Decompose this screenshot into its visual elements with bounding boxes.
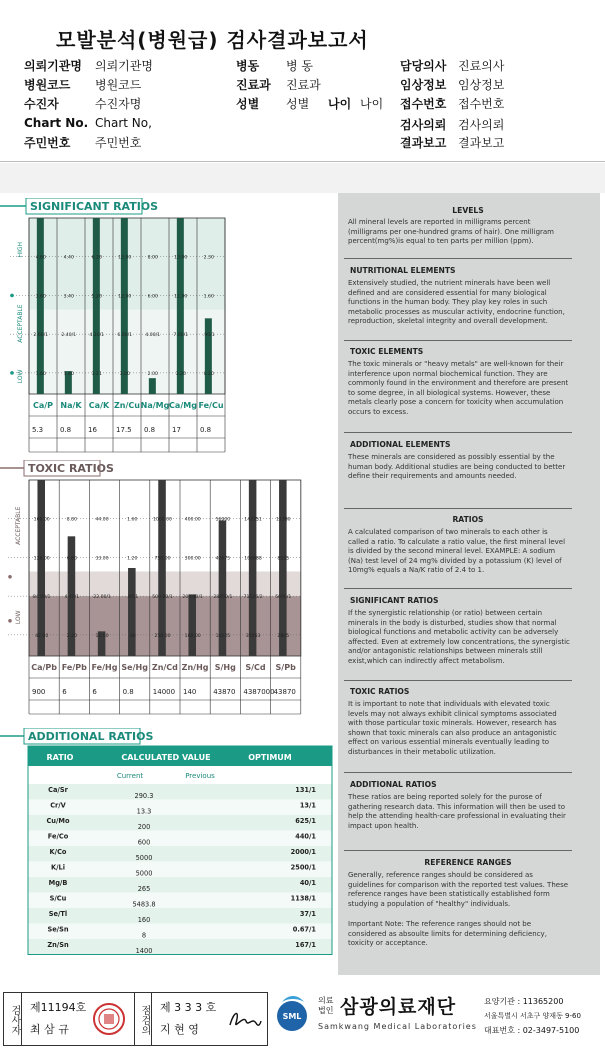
panel-rule xyxy=(344,850,572,851)
panel-paragraph: Important Note: The reference ranges should not be considered as absoulte limits for determining deficiency, toxicity or acceptance. xyxy=(348,920,547,948)
ratio-name: Zn/Cd xyxy=(151,663,178,672)
tick-label: .80/1 xyxy=(126,595,139,601)
row-current: 8 xyxy=(141,931,147,940)
marker-dot xyxy=(8,619,12,623)
row-ratio: Cu/Mo xyxy=(46,817,70,825)
row-optimum: 131/1 xyxy=(295,786,316,794)
row-optimum: 40/1 xyxy=(299,879,316,887)
tick-label: 15.00 xyxy=(118,255,132,261)
tick-label: 1000.00 xyxy=(152,517,172,523)
zone-label: ACCEPTABLE xyxy=(15,506,22,545)
field-value: 성별 xyxy=(286,97,310,111)
field-value: 결과보고 xyxy=(458,136,505,150)
ratio-name: Zn/Cu xyxy=(114,401,140,410)
table-row xyxy=(28,815,332,831)
chart-body xyxy=(0,198,225,452)
panel-paragraph: It is important to note that individuals with elevated toxic levels may not always exhibit clinical symptoms associated with those particular toxic minerals. However, research has shown that toxic minerals can also produce an antagonistic effect on various essential minerals eventually leading to disturbances in their metabolic utilization. xyxy=(348,700,557,756)
panel-rule xyxy=(344,588,572,589)
panel-heading: RATIOS xyxy=(452,515,484,524)
chart-body xyxy=(0,460,301,714)
tick-label: 28450/1 xyxy=(213,595,233,601)
tick-label: 2.60/1 xyxy=(33,333,49,339)
field-label: 병원코드 xyxy=(24,78,71,92)
zone-label: LOW xyxy=(15,610,22,625)
tick-label: 35563 xyxy=(245,633,261,639)
ratio-bar xyxy=(249,480,257,656)
field-label: 담당의사 xyxy=(400,59,447,73)
field-label: 검사의뢰 xyxy=(400,118,447,132)
table-row xyxy=(28,877,332,893)
current-header: Current xyxy=(116,772,144,780)
ratio-value: 17 xyxy=(172,426,181,434)
previous-header: Previous xyxy=(185,772,215,780)
ratio-name: Fe/Cu xyxy=(198,401,224,410)
ratio-name: Na/K xyxy=(60,401,82,410)
ratio-bar xyxy=(121,218,128,394)
ratio-bar xyxy=(93,218,100,394)
field-label: 수진자 xyxy=(24,97,59,111)
tick-label: 3.20 xyxy=(175,371,186,377)
row-optimum: 1138/1 xyxy=(290,894,316,903)
row-current: 600 xyxy=(137,838,151,847)
tick-label: 13.00 xyxy=(174,255,188,261)
panel-heading: LEVELS xyxy=(452,206,484,215)
tick-label: 11380 xyxy=(275,517,291,523)
marker-dot xyxy=(8,575,12,579)
org-english: Samkwang Medical Laboratories xyxy=(318,1022,477,1031)
table-header: OPTIMUM xyxy=(248,753,292,762)
row-current: 200 xyxy=(137,823,151,831)
org-name: 삼광의료재단 xyxy=(340,996,457,1018)
row-optimum: 0.67/1 xyxy=(292,925,316,934)
ratio-bar xyxy=(37,218,44,394)
zone-label: LOW xyxy=(17,369,24,384)
ratio-value: 4387000 xyxy=(243,688,275,696)
tick-label: 100.00 xyxy=(184,633,201,639)
zone-label: HIGH xyxy=(17,241,24,258)
tick-label: 1.60 xyxy=(35,371,46,377)
tick-label: 6.20 xyxy=(91,255,102,261)
ratio-value: 0.8 xyxy=(122,688,134,696)
ratio-bar xyxy=(158,480,166,656)
row-optimum: 13/1 xyxy=(299,801,316,810)
logo-text: SML xyxy=(282,1012,302,1021)
tick-label: 300.00 xyxy=(184,556,201,562)
tick-label: 1.40 xyxy=(63,371,74,377)
additional-ratios-table xyxy=(0,728,335,960)
tick-label: 4.60 xyxy=(35,255,46,261)
tick-label: 400.00 xyxy=(184,517,201,523)
ratio-bar xyxy=(188,594,196,656)
table-row xyxy=(28,800,332,816)
table-title: ADDITIONAL RATIOS xyxy=(28,730,154,743)
tick-label: 42675 xyxy=(215,556,231,562)
ratio-name: Ca/Pb xyxy=(31,663,57,672)
ratio-value: 6 xyxy=(62,688,67,696)
marker-dot xyxy=(10,294,14,298)
row-current: 5000 xyxy=(135,869,153,878)
ratio-name: Zn/Hg xyxy=(181,663,209,672)
field-value: 진료과 xyxy=(286,78,321,92)
ratio-name: S/Hg xyxy=(214,663,236,672)
tick-label: 2.20 xyxy=(66,633,78,639)
row-ratio: Ca/Sr xyxy=(48,786,68,794)
doctor-signature xyxy=(226,1007,262,1033)
tick-label: 14225 xyxy=(215,633,231,639)
ratio-name: Na/Mg xyxy=(140,401,170,410)
table-header: RATIO xyxy=(46,753,74,762)
tick-label: 44.00 xyxy=(95,517,109,523)
table-row xyxy=(28,862,332,878)
row-optimum: 167/1 xyxy=(295,941,316,949)
field-value: 의뢰기관명 xyxy=(95,59,153,73)
tick-label: 3.00 xyxy=(119,371,130,377)
row-ratio: Zn/Sn xyxy=(47,941,69,949)
field-value: Chart No, xyxy=(95,116,152,130)
tester-name: 최 삼 규 xyxy=(30,1023,69,1036)
ratio-name: Ca/P xyxy=(32,401,54,410)
contact-phone: 대표번호 : 02-3497-5100 xyxy=(484,1026,580,1035)
field-value: 병 동 xyxy=(286,59,313,73)
panel-rule xyxy=(344,772,572,773)
seal-stamp xyxy=(92,999,126,1039)
field-value: 병원코드 xyxy=(95,78,142,92)
row-current: 290.3 xyxy=(134,792,154,800)
tick-label: 11.00 xyxy=(95,633,109,639)
ratio-bar xyxy=(37,480,45,656)
panel-paragraph: Extensively studied, the nutrient minerals have been well defined and are considered essential for many biological functions in the human body. They play key roles in such metabolic processes as muscular activity, endocrine function, reproduction, skeletal integrity and overall development. xyxy=(348,279,565,326)
field-value: 진료의사 xyxy=(458,59,505,73)
tick-label: 33.00 xyxy=(95,556,109,562)
panel-paragraph: If the synergistic relationship (or ratio) between certain minerals in the body is disturbed, studies show that normal biological functions and metabolic activity can be adversely affected. Even at extremely low concentrations, the synergistic and/or antagonistic relationships between minerals still exist,which can indirectly affect metabolism. xyxy=(348,609,570,665)
field-value: 수진자명 xyxy=(95,97,142,111)
ratio-value: 0.8 xyxy=(60,426,72,434)
doctor-name: 지 현 영 xyxy=(160,1023,199,1036)
tick-label: 750.00 xyxy=(154,556,171,562)
sml-logo xyxy=(272,992,312,1032)
tick-label: 1.60 xyxy=(203,294,214,300)
toxic-ratios-chart xyxy=(0,460,335,722)
tick-label: 8.00 xyxy=(147,255,158,261)
ratio-name: Fe/Hg xyxy=(91,663,118,672)
ratio-value: 16 xyxy=(88,426,97,434)
tick-label: 1.60 xyxy=(127,517,138,523)
field-label: 성별 xyxy=(236,97,260,111)
panel-paragraph: The toxic minerals or "heavy metals" are well-known for their interference upon normal biochemical function. They are commonly found in the environment and therefore are present to some degree, in all biological systems. However, these metals clearly pose a concern for toxicity when accumulation occurs to excess. xyxy=(348,360,569,416)
tick-label: 84.00/1 xyxy=(32,595,51,601)
panel-heading: ADDITIONAL RATIOS xyxy=(350,780,437,789)
ratio-value: 0.8 xyxy=(144,426,156,434)
row-optimum: 2500/1 xyxy=(290,863,316,872)
row-current: 5483.8 xyxy=(132,900,156,909)
panel-rule xyxy=(344,508,572,509)
ratio-value: 43870 xyxy=(213,688,236,696)
row-current: 5000 xyxy=(135,854,153,862)
chart-title: TOXIC RATIOS xyxy=(28,462,114,475)
table-row xyxy=(28,924,332,940)
contact-address: 서울특별시 서초구 양재동 9-60 xyxy=(484,1012,581,1020)
field-value: 주민번호 xyxy=(95,136,142,150)
ratio-name: S/Cd xyxy=(245,663,266,672)
additional-table-body xyxy=(0,728,332,955)
ratio-bar xyxy=(149,378,156,394)
row-current: 160 xyxy=(137,916,151,924)
report-title: 모발분석(병원급) 검사결과보고서 xyxy=(56,28,369,52)
signature-box xyxy=(3,992,268,1046)
field-value: 임상정보 xyxy=(458,78,505,92)
field-value: 나이 xyxy=(360,97,384,111)
tick-label: 22.00/1 xyxy=(93,595,111,601)
row-optimum: 37/1 xyxy=(299,910,316,918)
ratio-value: 14000 xyxy=(152,688,176,696)
table-row xyxy=(28,831,332,847)
panel-heading: REFERENCE RANGES xyxy=(424,858,512,867)
field-label: 나이 xyxy=(328,97,352,111)
field-label: 의뢰기관명 xyxy=(24,59,82,73)
row-ratio: Cr/V xyxy=(50,801,66,810)
field-label: 주민번호 xyxy=(24,136,71,150)
row-ratio: K/Co xyxy=(49,848,67,856)
field-label: 병동 xyxy=(236,59,260,73)
tick-label: 0.20 xyxy=(203,371,214,377)
tick-label: 200.00/1 xyxy=(182,595,203,601)
tick-label: 4.40/1 xyxy=(64,595,80,601)
tick-label: 2.00 xyxy=(147,371,158,377)
tick-label: 126.00 xyxy=(33,556,50,562)
panel-paragraph: These minerals are considered as possibly essential by the human body. Additional studies are being conducted to better define their requirements and amounts needed. xyxy=(348,453,566,481)
contact-code: 요양기관 : 11365200 xyxy=(484,997,564,1006)
ratio-value: 140 xyxy=(183,688,197,696)
panel-heading: SIGNIFICANT RATIOS xyxy=(350,596,439,605)
tick-label: 3.40 xyxy=(63,294,74,300)
field-value: 검사의뢰 xyxy=(458,118,505,132)
header-band xyxy=(0,163,605,193)
field-label: 결과보고 xyxy=(400,136,447,150)
tick-label: 142251 xyxy=(244,517,262,523)
row-ratio: Se/Tl xyxy=(48,910,68,918)
tick-label: 8.80 xyxy=(66,517,78,523)
doctor-number: 제 3 3 3 호 xyxy=(160,1001,217,1014)
table-row xyxy=(28,908,332,924)
row-ratio: S/Cu xyxy=(49,894,67,903)
panel-paragraph: All mineral levels are reported in milligrams percent (milligrams per one-hundred grams of hair). One milligram percent(mg%)is equal to ten parts per million (ppm). xyxy=(348,218,554,246)
panel-heading: TOXIC ELEMENTS xyxy=(350,347,424,356)
tick-label: 5.20 xyxy=(91,294,102,300)
panel-rule xyxy=(344,432,572,433)
table-row xyxy=(28,846,332,862)
row-optimum: 440/1 xyxy=(295,832,316,841)
ratio-value: 5.3 xyxy=(32,426,44,434)
ratio-value: 6 xyxy=(92,688,97,696)
ratio-name: Se/Hg xyxy=(121,663,148,672)
tick-label: 6.60 xyxy=(66,556,78,562)
tick-label: 1.20 xyxy=(127,556,138,562)
ratio-bar xyxy=(205,318,212,394)
tick-label: 7.00/1 xyxy=(173,333,189,339)
panel-heading: TOXIC RATIOS xyxy=(350,687,410,696)
ratio-bar xyxy=(126,568,139,656)
tick-label: 5690/1 xyxy=(275,595,292,601)
tick-label: 4.20/1 xyxy=(89,333,105,339)
row-ratio: Fe/Co xyxy=(47,832,69,841)
tick-label: 106688 xyxy=(244,556,262,562)
field-label: 진료과 xyxy=(236,78,271,92)
tick-label: 3.21 xyxy=(91,371,102,377)
ratio-bar xyxy=(177,218,184,394)
panel-rule xyxy=(344,680,572,681)
tick-label: 2845 xyxy=(277,633,290,639)
table-row xyxy=(28,893,332,909)
tick-label: 56900 xyxy=(215,517,231,523)
tick-label: 168.00 xyxy=(33,517,50,523)
marker-dot xyxy=(10,371,14,375)
tick-label: 4.40 xyxy=(63,255,74,261)
panel-rule xyxy=(344,340,572,341)
report-header xyxy=(0,0,605,162)
tick-label: 4.00/1 xyxy=(145,333,161,339)
row-current: 265 xyxy=(137,885,151,893)
ratio-name: Ca/Mg xyxy=(169,401,197,410)
panel-heading: ADDITIONAL ELEMENTS xyxy=(350,440,451,449)
tick-label: 3.60 xyxy=(35,294,46,300)
tick-label: 42.00 xyxy=(35,633,49,639)
row-optimum: 2000/1 xyxy=(290,848,316,856)
panel-heading: NUTRITIONAL ELEMENTS xyxy=(350,266,456,275)
row-current: 1400 xyxy=(135,947,153,955)
ratio-value: 900 xyxy=(32,688,46,696)
row-ratio: Se/Sn xyxy=(47,925,69,934)
tick-label: 8535 xyxy=(277,556,290,562)
table-header: CALCULATED VALUE xyxy=(121,753,211,762)
tick-label: 500.00/1 xyxy=(152,595,173,601)
tick-label: 6.00/1 xyxy=(117,333,133,339)
row-ratio: Mg/B xyxy=(48,879,68,887)
ratio-value: 0.8 xyxy=(200,426,212,434)
ratio-name: S/Pb xyxy=(275,663,296,672)
tick-label: 11.00 xyxy=(174,294,188,300)
table-row xyxy=(28,784,332,800)
tick-label: 6.00 xyxy=(147,294,158,300)
chart-title: SIGNIFICANT RATIOS xyxy=(30,200,159,213)
ratio-value: 43870 xyxy=(273,688,296,696)
field-label: 임상정보 xyxy=(400,78,447,92)
panel-paragraph: Generally, reference ranges should be considered as guidelines for comparison with the reported test values. These reference ranges have been statistically established form studying a population of "healthy" individuals. xyxy=(348,871,569,908)
row-optimum: 625/1 xyxy=(295,817,316,825)
field-label: Chart No. xyxy=(24,116,89,130)
tick-label: .40 xyxy=(128,633,136,639)
ratio-value: 17.5 xyxy=(116,426,132,434)
zone-label: ACCEPTABLE xyxy=(17,304,24,343)
tick-label: .90/1 xyxy=(202,333,215,339)
tick-label: 12.00 xyxy=(118,294,132,300)
doctor-label: 점검의 xyxy=(134,993,152,1045)
org-prefix: 의료 법인 xyxy=(318,996,334,1015)
field-label: 접수번호 xyxy=(400,97,447,111)
panel-rule xyxy=(344,258,572,259)
row-ratio: K/Li xyxy=(51,863,65,872)
field-value: 접수번호 xyxy=(458,97,505,111)
tick-label: 2.30 xyxy=(203,255,214,261)
tester-label: 검사자 xyxy=(4,993,22,1045)
tick-label: 71126/2 xyxy=(243,595,263,601)
ratio-name: Ca/K xyxy=(88,401,110,410)
tick-label: 250.00 xyxy=(154,633,171,639)
significant-ratios-chart xyxy=(0,198,335,460)
tester-number: 제11194호 xyxy=(30,1001,87,1014)
panel-paragraph: A calculated comparison of two minerals to each other is called a ratio. To calculate a ratio value, the first mineral level is divided by the second mineral level. EXAMPLE: A sodium (Na) test level of 24 mg% divided by a potassium (K) level of 10mg% equals a Na/K ratio of 2.4 to 1. xyxy=(348,528,566,575)
tick-label: 2.40/1 xyxy=(61,333,77,339)
ratio-name: Fe/Pb xyxy=(61,663,87,672)
row-current: 13.3 xyxy=(136,807,152,816)
table-row xyxy=(28,939,332,955)
panel-paragraph: These ratios are being reported solely for the purose of gathering research data. This information will then be used to help the attending health-care professional in evaluating their impact upon health. xyxy=(348,793,566,830)
